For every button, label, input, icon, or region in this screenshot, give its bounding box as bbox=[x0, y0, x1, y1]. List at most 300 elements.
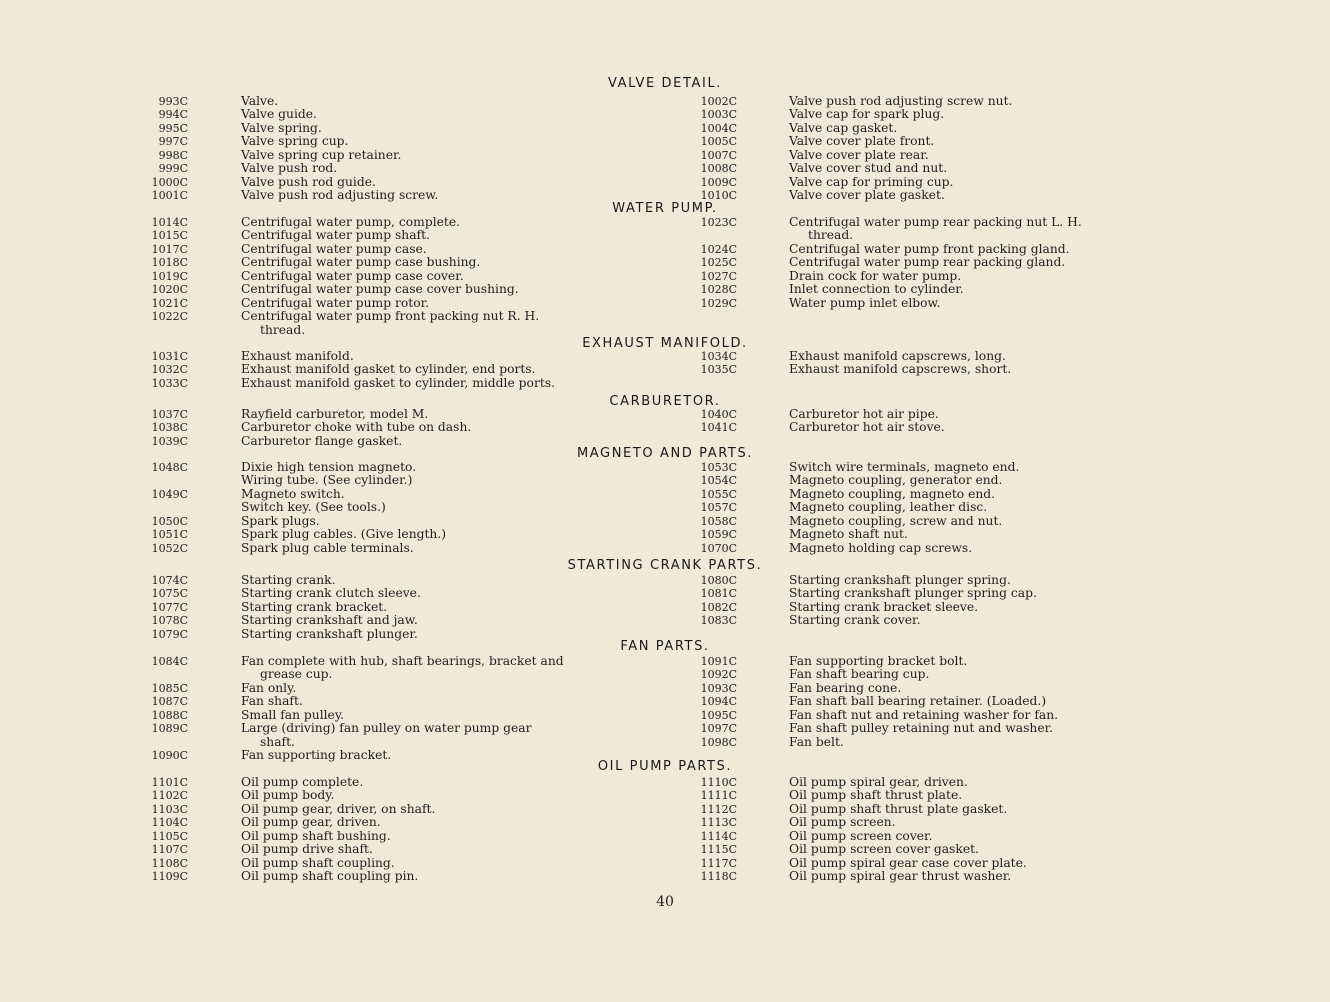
part-description: Starting crank bracket. bbox=[241, 599, 388, 614]
part-row bbox=[241, 542, 661, 555]
part-description: Oil pump spiral gear, driven. bbox=[789, 775, 968, 789]
part-number: 1035C bbox=[700, 363, 737, 377]
part-number: 1111C bbox=[700, 789, 737, 803]
part-number: 1112C bbox=[700, 802, 737, 816]
part-description: Exhaust manifold gasket to cylinder, end ports. bbox=[241, 362, 536, 377]
left-part-number-column bbox=[110, 655, 188, 763]
part-description: Starting crank cover. bbox=[789, 613, 921, 628]
part-row bbox=[660, 830, 737, 843]
part-number: 1018C bbox=[151, 256, 188, 270]
part-number: 1014C bbox=[151, 216, 188, 229]
part-number: 1089C bbox=[151, 722, 188, 736]
part-number: 1098C bbox=[700, 735, 737, 749]
part-row bbox=[110, 789, 188, 802]
left-part-number-column bbox=[110, 776, 188, 884]
part-row bbox=[660, 709, 737, 722]
part-description: Spark plug cable terminals. bbox=[241, 540, 414, 555]
section-title: STARTING CRANK PARTS. bbox=[567, 558, 763, 573]
part-description: Oil pump shaft thrust plate gasket. bbox=[789, 801, 1008, 816]
part-row bbox=[241, 243, 661, 256]
part-row bbox=[241, 843, 661, 856]
left-description-column bbox=[241, 574, 661, 641]
part-row bbox=[241, 297, 661, 310]
part-row bbox=[110, 108, 188, 121]
part-description: Valve cover plate rear. bbox=[789, 147, 929, 162]
part-number: 1054C bbox=[700, 474, 737, 488]
part-number: 1053C bbox=[700, 461, 737, 474]
part-number: 1052C bbox=[151, 541, 188, 555]
part-number: 1038C bbox=[151, 421, 188, 435]
part-description: thread. bbox=[808, 228, 854, 243]
part-row bbox=[660, 149, 737, 162]
part-description: Valve cap gasket. bbox=[789, 120, 898, 135]
part-row bbox=[789, 189, 1209, 202]
part-number: 999C bbox=[158, 162, 188, 176]
part-row bbox=[110, 574, 188, 587]
part-row bbox=[110, 243, 188, 256]
part-row bbox=[110, 722, 188, 735]
part-number: 1057C bbox=[700, 501, 737, 515]
part-number: 1093C bbox=[700, 681, 737, 695]
part-row bbox=[241, 870, 661, 883]
part-row bbox=[660, 122, 737, 135]
part-description: Valve spring cup retainer. bbox=[241, 147, 402, 162]
right-part-number-column bbox=[660, 95, 737, 203]
part-number: 1027C bbox=[700, 269, 737, 283]
part-row bbox=[110, 614, 188, 627]
part-description: Water pump inlet elbow. bbox=[789, 295, 941, 310]
part-row bbox=[110, 216, 188, 229]
section-title: EXHAUST MANIFOLD. bbox=[582, 336, 748, 351]
part-row bbox=[110, 270, 188, 283]
part-row bbox=[789, 176, 1209, 189]
part-description: Oil pump screen cover. bbox=[789, 828, 933, 843]
part-row bbox=[789, 270, 1209, 283]
part-description: Starting crank bracket sleeve. bbox=[789, 599, 979, 614]
part-description: Valve cap for priming cup. bbox=[789, 174, 954, 189]
part-description: Oil pump complete. bbox=[241, 775, 364, 789]
part-row bbox=[789, 122, 1209, 135]
part-description: Valve cap for spark plug. bbox=[789, 107, 945, 122]
part-number: 1114C bbox=[700, 829, 737, 843]
part-row bbox=[110, 857, 188, 870]
part-description: Valve push rod adjusting screw. bbox=[241, 188, 439, 203]
part-description: Exhaust manifold capscrews, short. bbox=[789, 362, 1012, 377]
part-number: 1083C bbox=[700, 614, 737, 628]
left-description-column bbox=[241, 655, 661, 763]
part-row bbox=[789, 108, 1209, 121]
part-description: Oil pump spiral gear thrust washer. bbox=[789, 869, 1012, 884]
part-number: 1101C bbox=[151, 776, 188, 789]
part-row bbox=[660, 515, 737, 528]
part-row bbox=[660, 682, 737, 695]
part-description: Magneto coupling, generator end. bbox=[789, 473, 1003, 488]
part-row bbox=[660, 488, 737, 501]
part-number: 1109C bbox=[151, 870, 188, 884]
part-description: Oil pump screen. bbox=[789, 815, 896, 830]
part-row bbox=[241, 310, 661, 323]
part-number: 1075C bbox=[151, 587, 188, 601]
part-row bbox=[241, 528, 661, 541]
part-number: 1103C bbox=[151, 802, 188, 816]
part-description: Starting crank clutch sleeve. bbox=[241, 586, 421, 601]
part-row bbox=[241, 162, 661, 175]
left-description-column bbox=[241, 95, 661, 203]
part-number: 1081C bbox=[700, 587, 737, 601]
left-description-column bbox=[241, 408, 661, 448]
part-number: 1022C bbox=[151, 310, 188, 324]
part-description: Exhaust manifold capscrews, long. bbox=[789, 349, 1006, 363]
part-row bbox=[660, 803, 737, 816]
part-row bbox=[110, 377, 188, 390]
section-title: FAN PARTS. bbox=[620, 639, 710, 654]
part-number: 1037C bbox=[151, 408, 188, 421]
part-description: Magneto coupling, leather disc. bbox=[789, 500, 988, 515]
part-number: 1002C bbox=[700, 95, 737, 108]
part-row bbox=[660, 256, 737, 269]
part-description: Oil pump drive shaft. bbox=[241, 842, 373, 857]
part-row bbox=[110, 803, 188, 816]
part-description: Fan belt. bbox=[789, 734, 844, 749]
part-number: 1010C bbox=[700, 189, 737, 203]
part-row bbox=[789, 816, 1209, 829]
part-row bbox=[241, 283, 661, 296]
right-description-column bbox=[789, 574, 1209, 628]
part-row bbox=[660, 363, 737, 376]
part-description: Centrifugal water pump rotor. bbox=[241, 295, 430, 310]
part-number: 1091C bbox=[700, 655, 737, 668]
part-number: 1050C bbox=[151, 514, 188, 528]
part-row bbox=[110, 162, 188, 175]
section-title: MAGNETO AND PARTS. bbox=[576, 446, 754, 461]
part-description: Oil pump gear, driven. bbox=[241, 815, 381, 830]
part-number: 1059C bbox=[700, 528, 737, 542]
part-row bbox=[110, 601, 188, 614]
part-description: grease cup. bbox=[260, 667, 333, 682]
part-row bbox=[241, 95, 661, 108]
part-row bbox=[110, 135, 188, 148]
part-row bbox=[110, 297, 188, 310]
part-description: Inlet connection to cylinder. bbox=[789, 282, 964, 297]
part-description: Magneto switch. bbox=[241, 486, 345, 501]
part-number: 1085C bbox=[151, 681, 188, 695]
part-row bbox=[241, 695, 661, 708]
part-description: Centrifugal water pump, complete. bbox=[241, 215, 461, 229]
left-part-number-column bbox=[110, 408, 188, 448]
part-row bbox=[110, 736, 188, 749]
part-row bbox=[660, 297, 737, 310]
part-row bbox=[110, 229, 188, 242]
part-description: Fan only. bbox=[241, 680, 297, 695]
part-row bbox=[110, 515, 188, 528]
part-number: 995C bbox=[158, 121, 188, 135]
part-number: 1108C bbox=[151, 856, 188, 870]
right-description-column bbox=[789, 350, 1209, 377]
part-row bbox=[789, 574, 1209, 587]
part-row bbox=[660, 95, 737, 108]
part-row bbox=[789, 843, 1209, 856]
part-row bbox=[110, 474, 188, 487]
part-row bbox=[241, 474, 661, 487]
part-row bbox=[110, 310, 188, 323]
part-description: Carburetor choke with tube on dash. bbox=[241, 420, 472, 435]
left-description-column bbox=[241, 461, 661, 555]
part-row bbox=[660, 461, 737, 474]
part-description: Oil pump shaft bushing. bbox=[241, 828, 391, 843]
part-description: Switch key. (See tools.) bbox=[241, 500, 386, 515]
part-number: 994C bbox=[158, 108, 188, 122]
part-row bbox=[110, 176, 188, 189]
part-description: Wiring tube. (See cylinder.) bbox=[241, 473, 413, 488]
part-row bbox=[241, 135, 661, 148]
section-title: OIL PUMP PARTS. bbox=[597, 759, 733, 774]
part-number: 1021C bbox=[151, 296, 188, 310]
part-row bbox=[789, 408, 1209, 421]
part-row bbox=[789, 363, 1209, 376]
part-number: 1074C bbox=[151, 574, 188, 587]
part-row bbox=[110, 408, 188, 421]
part-description: Magneto coupling, magneto end. bbox=[789, 486, 996, 501]
left-part-number-column bbox=[110, 216, 188, 337]
part-row bbox=[789, 722, 1209, 735]
part-row bbox=[660, 108, 737, 121]
part-number: 998C bbox=[158, 148, 188, 162]
part-row bbox=[241, 776, 661, 789]
part-row bbox=[241, 108, 661, 121]
part-row bbox=[241, 408, 661, 421]
part-row bbox=[789, 776, 1209, 789]
part-number: 1039C bbox=[151, 434, 188, 448]
part-number: 1017C bbox=[151, 242, 188, 256]
part-description: Valve push rod. bbox=[241, 161, 338, 176]
part-description: Magneto shaft nut. bbox=[789, 527, 908, 542]
part-description: Fan bearing cone. bbox=[789, 680, 902, 695]
part-description: Magneto coupling, screw and nut. bbox=[789, 513, 1003, 528]
part-row bbox=[110, 363, 188, 376]
part-row bbox=[110, 816, 188, 829]
part-row bbox=[110, 149, 188, 162]
part-row bbox=[660, 283, 737, 296]
part-row bbox=[789, 461, 1209, 474]
right-description-column bbox=[789, 95, 1209, 203]
part-row bbox=[110, 95, 188, 108]
part-row bbox=[789, 149, 1209, 162]
part-number: 1051C bbox=[151, 528, 188, 542]
part-row bbox=[660, 587, 737, 600]
part-row bbox=[660, 843, 737, 856]
part-row bbox=[241, 722, 661, 735]
part-number: 1025C bbox=[700, 256, 737, 270]
part-row bbox=[660, 736, 737, 749]
part-row bbox=[660, 870, 737, 883]
part-row bbox=[241, 803, 661, 816]
part-description: Small fan pulley. bbox=[241, 707, 345, 722]
part-row bbox=[660, 501, 737, 514]
part-row bbox=[241, 350, 661, 363]
part-description: Fan supporting bracket. bbox=[241, 748, 392, 763]
part-number: 1110C bbox=[700, 776, 737, 789]
part-row bbox=[660, 270, 737, 283]
right-description-column bbox=[789, 408, 1209, 435]
part-row bbox=[789, 668, 1209, 681]
part-number: 1004C bbox=[700, 121, 737, 135]
part-description: Oil pump shaft thrust plate. bbox=[789, 788, 963, 803]
part-number: 1003C bbox=[700, 108, 737, 122]
part-description: Starting crankshaft plunger. bbox=[241, 626, 418, 641]
part-description: Centrifugal water pump case bushing. bbox=[241, 255, 481, 270]
part-row bbox=[660, 601, 737, 614]
right-part-number-column bbox=[660, 655, 737, 749]
part-row bbox=[110, 488, 188, 501]
part-description: shaft. bbox=[260, 734, 295, 749]
part-number: 1031C bbox=[151, 350, 188, 363]
part-row bbox=[789, 297, 1209, 310]
part-row bbox=[789, 655, 1209, 668]
part-row bbox=[241, 736, 661, 749]
part-row bbox=[789, 229, 1209, 242]
part-row bbox=[241, 816, 661, 829]
part-description: Centrifugal water pump case cover bushing. bbox=[241, 282, 519, 297]
part-number: 1090C bbox=[151, 749, 188, 763]
part-number: 1079C bbox=[151, 627, 188, 641]
part-row bbox=[789, 736, 1209, 749]
part-row bbox=[789, 216, 1209, 229]
part-row bbox=[241, 515, 661, 528]
part-description: Fan shaft nut and retaining washer for fan. bbox=[789, 707, 1059, 722]
part-row bbox=[241, 857, 661, 870]
part-row bbox=[241, 501, 661, 514]
part-row bbox=[789, 135, 1209, 148]
part-row bbox=[789, 162, 1209, 175]
part-row bbox=[110, 587, 188, 600]
part-number: 1009C bbox=[700, 175, 737, 189]
part-row bbox=[789, 682, 1209, 695]
part-description: Centrifugal water pump rear packing nut L. H. bbox=[789, 215, 1082, 229]
part-number: 1115C bbox=[700, 843, 737, 857]
part-number: 1118C bbox=[700, 870, 737, 884]
part-number: 1107C bbox=[151, 843, 188, 857]
part-description: Valve push rod adjusting screw nut. bbox=[789, 94, 1013, 108]
part-description: Carburetor hot air pipe. bbox=[789, 407, 939, 421]
part-row bbox=[660, 816, 737, 829]
part-row bbox=[110, 122, 188, 135]
part-number: 1105C bbox=[151, 829, 188, 843]
part-number: 1092C bbox=[700, 668, 737, 682]
part-number: 1001C bbox=[151, 189, 188, 203]
part-description: Switch wire terminals, magneto end. bbox=[789, 460, 1020, 474]
part-description: Valve spring cup. bbox=[241, 134, 349, 149]
part-row bbox=[660, 857, 737, 870]
part-row bbox=[660, 614, 737, 627]
part-row bbox=[241, 682, 661, 695]
part-number: 1023C bbox=[700, 216, 737, 229]
part-description: Valve push rod guide. bbox=[241, 174, 376, 189]
part-row bbox=[241, 461, 661, 474]
part-number: 1078C bbox=[151, 614, 188, 628]
part-number: 1104C bbox=[151, 816, 188, 830]
section-title: WATER PUMP. bbox=[612, 201, 718, 216]
part-row bbox=[660, 542, 737, 555]
part-description: Carburetor flange gasket. bbox=[241, 433, 403, 448]
part-row bbox=[660, 229, 737, 242]
part-row bbox=[789, 695, 1209, 708]
part-description: Valve. bbox=[241, 94, 279, 108]
part-row bbox=[241, 668, 661, 681]
part-row bbox=[110, 870, 188, 883]
part-row bbox=[241, 614, 661, 627]
page-number: 40 bbox=[656, 894, 674, 910]
left-description-column bbox=[241, 216, 661, 337]
part-row bbox=[660, 722, 737, 735]
part-number: 1049C bbox=[151, 487, 188, 501]
part-row bbox=[241, 601, 661, 614]
part-row bbox=[789, 709, 1209, 722]
part-number: 1080C bbox=[700, 574, 737, 587]
part-row bbox=[660, 474, 737, 487]
right-part-number-column bbox=[660, 776, 737, 884]
part-description: Large (driving) fan pulley on water pump gear bbox=[241, 721, 532, 736]
part-number: 1088C bbox=[151, 708, 188, 722]
part-description: Starting crank. bbox=[241, 573, 336, 587]
part-description: Drain cock for water pump. bbox=[789, 268, 962, 283]
part-row bbox=[241, 189, 661, 202]
part-row bbox=[241, 176, 661, 189]
part-description: Fan shaft pulley retaining nut and washer. bbox=[789, 721, 1054, 736]
part-number: 1084C bbox=[151, 655, 188, 668]
part-number: 1040C bbox=[700, 408, 737, 421]
part-description: Valve spring. bbox=[241, 120, 322, 135]
part-row bbox=[789, 501, 1209, 514]
part-number: 1005C bbox=[700, 135, 737, 149]
part-row bbox=[110, 830, 188, 843]
part-row bbox=[789, 542, 1209, 555]
part-row bbox=[241, 122, 661, 135]
part-row bbox=[660, 243, 737, 256]
part-row bbox=[110, 324, 188, 337]
part-description: Oil pump spiral gear case cover plate. bbox=[789, 855, 1027, 870]
part-row bbox=[110, 655, 188, 668]
part-description: thread. bbox=[260, 322, 306, 337]
part-row bbox=[789, 803, 1209, 816]
part-description: Oil pump gear, driver, on shaft. bbox=[241, 801, 436, 816]
part-row bbox=[660, 216, 737, 229]
part-number: 1055C bbox=[700, 487, 737, 501]
part-row bbox=[110, 682, 188, 695]
part-row bbox=[660, 176, 737, 189]
left-part-number-column bbox=[110, 461, 188, 555]
part-number: 1015C bbox=[151, 229, 188, 243]
part-row bbox=[789, 601, 1209, 614]
part-number: 1102C bbox=[151, 789, 188, 803]
part-number: 1048C bbox=[151, 461, 188, 474]
part-row bbox=[110, 709, 188, 722]
right-description-column bbox=[789, 216, 1209, 310]
part-row bbox=[110, 668, 188, 681]
part-number: 1028C bbox=[700, 283, 737, 297]
part-description: Rayfield carburetor, model M. bbox=[241, 407, 429, 421]
part-number: 1020C bbox=[151, 283, 188, 297]
part-description: Centrifugal water pump rear packing gland. bbox=[789, 255, 1066, 270]
part-row bbox=[789, 857, 1209, 870]
right-part-number-column bbox=[660, 461, 737, 555]
part-description: Valve cover stud and nut. bbox=[789, 161, 948, 176]
part-row bbox=[660, 135, 737, 148]
part-number: 997C bbox=[158, 135, 188, 149]
part-description: Exhaust manifold. bbox=[241, 349, 354, 363]
part-row bbox=[660, 421, 737, 434]
part-row bbox=[789, 528, 1209, 541]
part-row bbox=[241, 574, 661, 587]
